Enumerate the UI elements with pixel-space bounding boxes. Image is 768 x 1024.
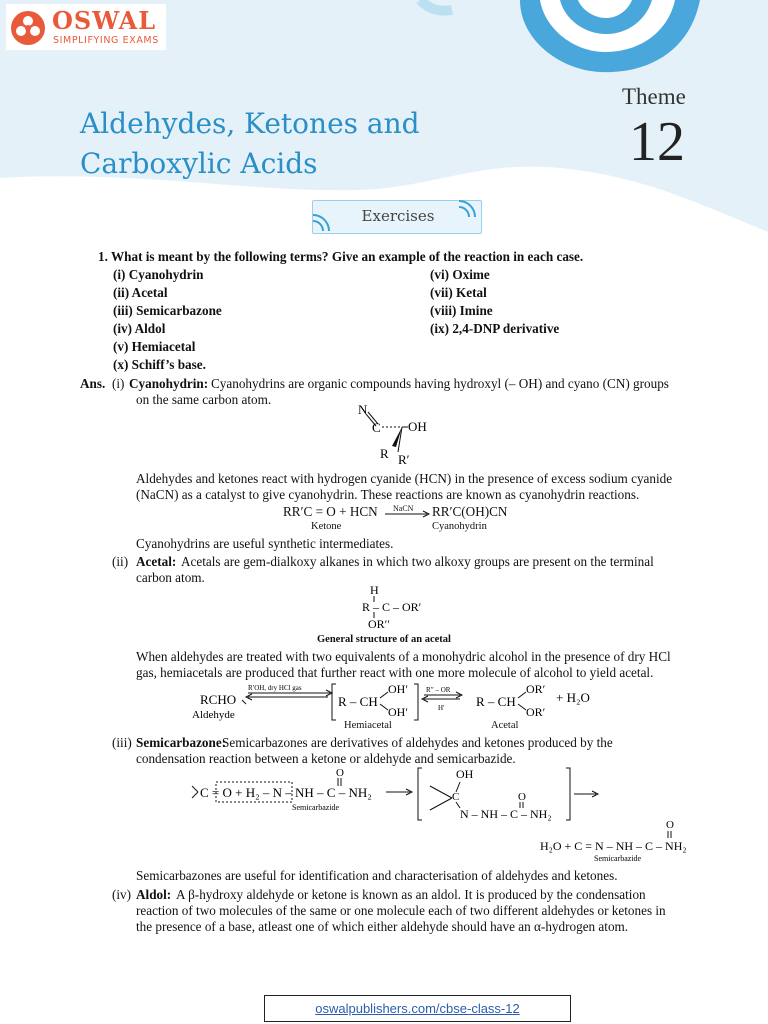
rxn-prod-label: Semicarbazide [594,854,642,863]
definition: Semicarbazones are derivatives of aldehydes and ketones produced by the [222,735,613,750]
rxn-mid-c: C [452,791,460,803]
rxn-cond2b: H′ [438,704,445,712]
definition: Acetals are gem-dialkoxy alkanes in which two alkoxy groups are present on the terminal [181,554,654,569]
cyanohydrin-structure [350,402,440,468]
question-text: 1. What is meant by the following terms? Give an example of the reaction in each case. [98,249,584,264]
answer-num: (iv) [112,887,132,902]
rxn-prod: H₂O + C = N – NH – C – NH₂ [540,839,687,853]
answer-prefix: Ans. [80,376,106,391]
oswal-logo-icon [10,10,46,46]
acetal-reaction [190,680,610,732]
definition: the presence of a base, atleast one of which either aldehyde should have an α-hydrogen atom. [136,919,629,934]
rxn-semicarbazide: Semicarbazide [292,803,340,812]
brand-name: OSWAL [52,6,157,35]
rxn-cond2: R′′ – OR [426,686,451,694]
question-item: (x) Schiff’s base. [113,357,206,372]
page-title-line1: Aldehydes, Ketones and [80,107,420,140]
reaction-label: Hemiacetal [344,720,392,731]
brand-logo[interactable] [6,4,166,50]
rxn-o: O [336,767,344,779]
question-item: (ii) Acetal [113,285,168,300]
rxn-cond1: R′OH, dry HCl gas [248,684,302,692]
rxn-acetal-core: R – CH [476,694,516,709]
equation-catalyst: NaCN [393,504,414,513]
struct-bottom: OR′′ [368,617,390,631]
equation-rhs: RR′C(OH)CN [432,504,508,519]
question-item: (iv) Aldol [113,321,166,336]
question-item: (vi) Oxime [430,267,490,282]
rxn-mid-oh: OH [456,767,474,781]
equation-lhs: RR′C = O + HCN [283,504,378,519]
struct-rp: R′ [398,452,410,467]
equation-label: Ketone [311,521,342,532]
struct-r: R [380,446,389,461]
arrow-icon [385,510,431,518]
acetal-structure [358,582,458,632]
rxn-acetal-or2: OR′ [526,705,546,719]
footer-link[interactable]: oswalpublishers.com/cbse-class-12 [315,1001,520,1016]
exercises-label: Exercises [361,207,435,225]
question-item: (viii) Imine [430,303,493,318]
paragraph: (NaCN) as a catalyst to give cyanohydrin. These reactions are known as cyanohydrin reactions. [136,487,640,502]
question-item: (vii) Ketal [430,285,487,300]
definition: condensation reaction between a ketone or aldehyde and semicarbazide. [136,751,516,766]
definition: reaction of two molecules of the same or one molecule each of two different aldehydes or ketones in [136,903,666,918]
rxn-rcho: RCHO [200,692,237,707]
rxn-acetal-or1: OR′ [526,682,546,696]
page-title-line2: Carboxylic Acids [80,147,318,180]
note: Semicarbazones are useful for identification and characterisation of aldehydes and ketones. [136,868,618,883]
term-cyanohydrin: Cyanohydrin: [129,376,209,391]
rxn-mid-chain: N – NH – C – NH₂ [460,807,552,821]
brand-tagline: SIMPLIFYING EXAMS [53,35,159,46]
paragraph: gas, hemiacetals are produced that further react with one more molecule of alcohol to yield acetal. [136,665,654,680]
struct-main: R – C – OR′ [362,600,422,614]
rxn-hemi-oh2: OH′ [388,705,408,719]
paragraph: When aldehydes are treated with two equivalents of a monohydric alcohol in the presence of dry HCl [136,649,671,664]
term-semicarbazone: Semicarbazone: [136,735,227,750]
equation-label: Cyanohydrin [432,521,487,532]
question-item: (v) Hemiacetal [113,339,196,354]
rxn-lhs: C = O + H₂ – N – NH – C – NH₂ [200,785,372,800]
theme-label: Theme [622,84,686,109]
question-item: (i) Cyanohydrin [113,267,204,282]
struct-oh: OH [408,419,427,434]
page-title [80,104,500,184]
term-acetal: Acetal: [136,554,177,569]
struct-n: N [358,402,368,417]
footer-link-box [264,995,571,1022]
theme-number: 12 [629,111,685,173]
definition: carbon atom. [136,570,205,585]
struct-h: H [370,583,379,597]
note: Cyanohydrins are useful synthetic intermediates. [136,536,394,551]
definition: Cyanohydrins are organic compounds having hydroxyl (– OH) and cyano (CN) groups [211,376,669,391]
definition: A β-hydroxy aldehyde or ketone is known as an aldol. It is produced by the condensation [176,887,646,902]
term-aldol: Aldol: [136,887,172,902]
struct-c: C [372,420,381,435]
wave-icon [457,199,477,219]
semicarbazone-reaction [190,764,730,864]
exercises-tag [312,200,482,234]
definition: on the same carbon atom. [136,392,272,407]
rxn-hemi-core: R – CH [338,694,378,709]
question-item: (ix) 2,4-DNP derivative [430,321,560,336]
rxn-aldehyde: Aldehyde [192,709,235,721]
rxn-prod-o: O [666,819,674,831]
paragraph: Aldehydes and ketones react with hydrogen cyanide (HCN) in the presence of excess sodium cyanide [136,471,673,486]
rxn-water: + H₂O [556,690,590,705]
structure-caption: General structure of an acetal [317,634,451,645]
answer-num: (i) [112,376,125,391]
answer-num: (ii) [112,554,129,569]
rxn-hemi-oh1: OH′ [388,682,408,696]
answer-num: (iii) [112,735,132,750]
rxn-mid-o: O [518,791,526,803]
question-item: (iii) Semicarbazone [113,303,222,318]
reaction-label: Acetal [491,720,519,731]
